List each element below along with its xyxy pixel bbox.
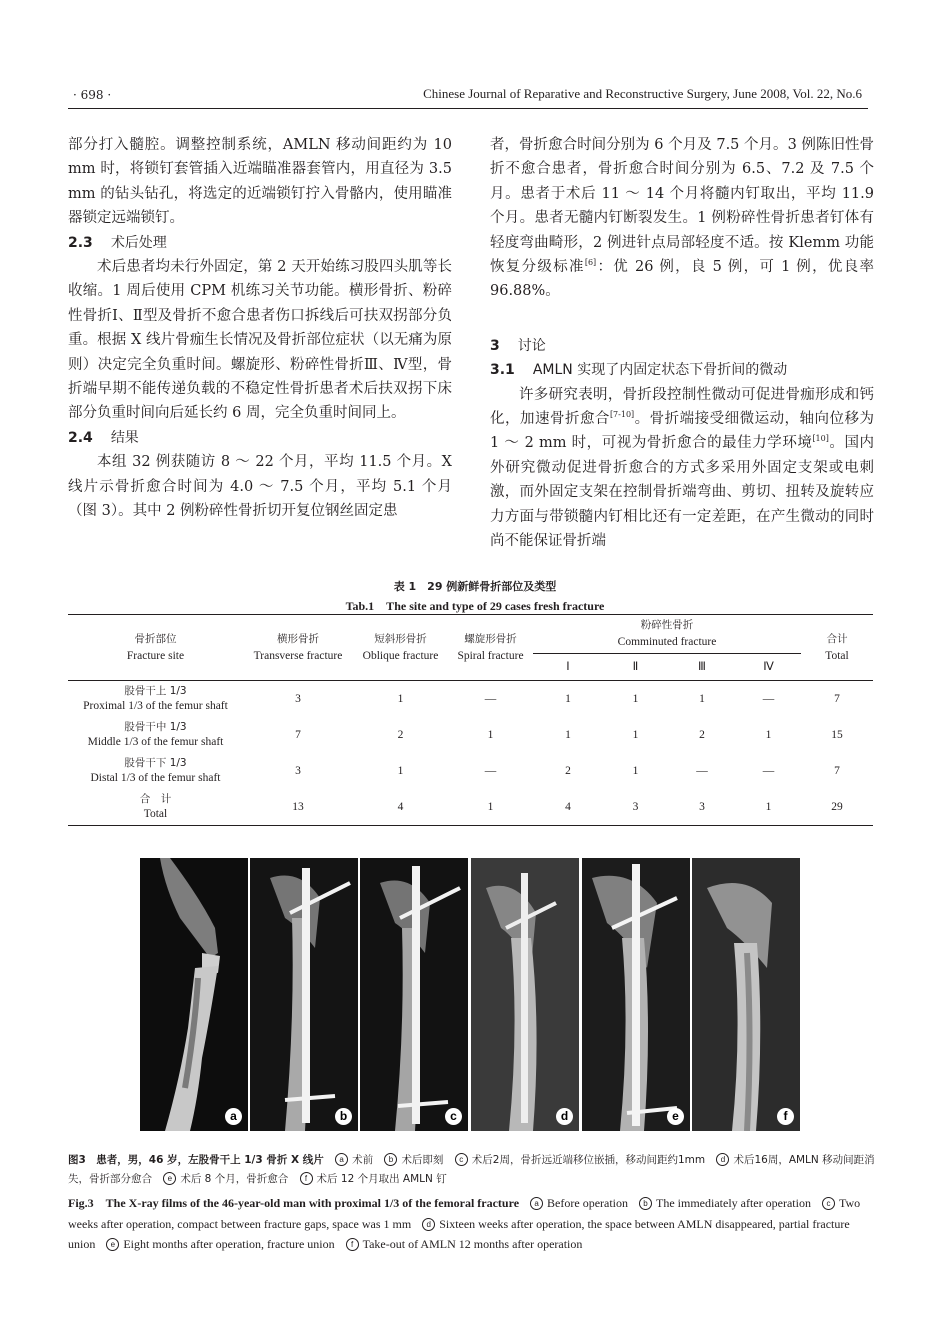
- paragraph: 许多研究表明，骨折段控制性微动可促进骨痂形成和钙化，加速骨折愈合[7-10]。骨折端接受细微运动，轴向位移为 1 ～ 2 mm 时，可视为骨折愈合的最佳力学环境[10]。国内外研究微动促进骨折愈合的方式多采用外固定支架或电刺激，而外固定支架在控制骨折端弯曲、剪切、扭转及旋转应力方面与带锁髓内钉相比还有一定差距，在产生微动的同时尚不能保证骨折端: [490, 386, 875, 550]
- right-column: [490, 133, 874, 554]
- table-row: [68, 717, 873, 753]
- figure-caption-cn: 图3 患者，男，46 岁，左股骨干上 1/3 骨折 X 线片 a 术前 b 术后即刻 c 术后2周，骨折远近端移位嵌插，移动间距约1mm d 术后16周，AMLN 移动间距消失，骨折部分愈合 e 术后 8 个月，骨折愈合 f 术后 12 个月取出 AMLN 钉: [68, 1154, 875, 1185]
- header-type-1: Ⅰ: [533, 654, 603, 681]
- xray-panel-d: [471, 858, 579, 1131]
- header-total: 合计 Total: [801, 615, 873, 681]
- paragraph: 术后患者均未行外固定，第 2 天开始练习股四头肌等长收缩。1 周后使用 CPM 机练习关节功能。横形骨折、粉碎性骨折Ⅰ、Ⅱ型及骨折不愈合患者伤口拆线后可扶双拐部分负重。根据 X 线片骨痂生长情况及骨折部位症状（以无痛为原则）决定完全负重时间。螺旋形、粉碎性骨折Ⅲ、Ⅳ型，骨折端早期不能传递负载的不稳定性骨折患者术后扶双拐下床部分负重时间向后延长约 6 周，完全负重时间同上。: [68, 259, 452, 422]
- table-row: [68, 681, 873, 718]
- header-spiral: 螺旋形骨折 Spiral fracture: [448, 615, 533, 681]
- citation: [7-10]: [609, 410, 635, 420]
- section-heading-2-3: 2.3 术后处理: [68, 234, 167, 251]
- xray-panel-c: [360, 858, 468, 1131]
- citation: [10]: [812, 434, 829, 444]
- section-heading-3: 3 讨论: [490, 337, 546, 354]
- section-heading-3-1: 3.1 AMLN 实现了内固定状态下骨折间的微动: [490, 362, 788, 379]
- header-type-2: Ⅱ: [603, 654, 668, 681]
- journal-header: Chinese Journal of Reparative and Reconstructive Surgery, June 2008, Vol. 22, No.6: [423, 86, 862, 101]
- xray-panel-a: [140, 858, 248, 1131]
- panel-label: c: [445, 1108, 462, 1125]
- paragraph: 部分打入髓腔。调整控制系统，AMLN 移动间距约为 10 mm 时，将锁钉套管插入近端瞄准器套管内，用直径为 3.5 mm 的钻头钻孔，将选定的近端锁钉拧入骨骼内，使用瞄准器锁定远端锁钉。: [68, 137, 452, 227]
- cell: 4: [533, 789, 603, 826]
- cell: —: [762, 764, 775, 777]
- cell: 1: [397, 764, 404, 777]
- table-row: [68, 753, 873, 789]
- cell: 1: [632, 692, 639, 705]
- panel-label: f: [777, 1108, 794, 1125]
- row-label: 股骨干下 1/3 Distal 1/3 of the femur shaft: [90, 757, 221, 784]
- cell: 1: [565, 728, 571, 741]
- cell: 4: [353, 789, 448, 826]
- left-column: [68, 133, 452, 524]
- table-row-total: [68, 789, 873, 826]
- cell: 3: [603, 789, 668, 826]
- cell: 1: [397, 692, 404, 705]
- cell: 2: [397, 728, 404, 741]
- cell: —: [696, 764, 708, 777]
- cell: 7: [834, 692, 840, 705]
- cell: 1: [736, 789, 801, 826]
- cell: 3: [295, 692, 301, 705]
- xray-panel-e: [582, 858, 690, 1131]
- panel-label: d: [556, 1108, 573, 1125]
- cell: —: [762, 692, 775, 705]
- header-type-3: Ⅲ: [668, 654, 736, 681]
- cell: —: [484, 764, 497, 777]
- cell: 29: [801, 789, 873, 826]
- header-type-4: Ⅳ: [736, 654, 801, 681]
- paragraph: 者，骨折愈合时间分别为 6 个月及 7.5 个月。3 例陈旧性骨折不愈合患者，骨折愈合时间分别为 6.5、7.2 及 7.5 个月。患者于术后 11 ～ 14 个月将髓内钉取出，平均 11.9 个月。患者无髓内钉断裂发生。1 例粉碎性骨折患者钉体有轻度弯曲畸形，2 例进针点局部轻度不适。按 Klemm 功能恢复分级标准[6]：优 26 例，良 5 例，可 1 例，优良率 96.88%。: [490, 137, 874, 300]
- table-title-cn: 表 1 29 例新鲜骨折部位及类型: [393, 580, 557, 593]
- paragraph: 本组 32 例获随访 8 ～ 22 个月，平均 11.5 个月。X 线片示骨折愈合时间为 4.0 ～ 7.5 个月，平均 5.1 个月（图 3）。其中 2 例粉碎性骨折切开复位钢丝固定患: [68, 454, 452, 520]
- cell: 2: [699, 728, 705, 741]
- panel-label: b: [335, 1108, 352, 1125]
- row-label: 股骨干中 1/3 Middle 1/3 of the femur shaft: [87, 721, 224, 748]
- cell: 1: [699, 692, 705, 705]
- cell: 13: [243, 789, 353, 826]
- cell: 7: [834, 764, 840, 777]
- fracture-table: [68, 614, 873, 826]
- panel-label: a: [225, 1108, 242, 1125]
- header-transverse: 横形骨折 Transverse fracture: [243, 615, 353, 681]
- cell: 15: [831, 728, 843, 741]
- cell: 1: [765, 728, 772, 741]
- header-rule: [68, 108, 868, 109]
- page-number: · 698 ·: [73, 88, 112, 102]
- cell: 2: [565, 764, 571, 777]
- cell: 3: [668, 789, 736, 826]
- cell: —: [484, 692, 497, 705]
- cell: 3: [295, 764, 301, 777]
- cell: 1: [565, 692, 571, 705]
- xray-panel-f: [692, 858, 800, 1131]
- header-fracture-site: 骨折部位 Fracture site: [68, 615, 243, 681]
- section-heading-2-4: 2.4 结果: [68, 429, 139, 446]
- figure-caption-en: Fig.3 The X-ray films of the 46-year-old man with proximal 1/3 of the femoral fracture a Before operation b The immediately after operation c Two weeks after operation, compact between fracture gaps, space was 1 mm d Sixteen weeks after operation, the space between AMLN disappeared, partial fracture union e Eight months after operation, fracture union f Take-out of AMLN 12 months after operation: [68, 1196, 861, 1251]
- cell: 1: [487, 728, 494, 741]
- row-label: 股骨干上 1/3 Proximal 1/3 of the femur shaft: [83, 685, 228, 712]
- cell: 7: [295, 728, 301, 741]
- row-label: 合 计 Total: [68, 789, 243, 826]
- panel-label: e: [667, 1108, 684, 1125]
- table-title-en: Tab.1 The site and type of 29 cases fresh fracture: [345, 599, 605, 613]
- citation: [6]: [584, 258, 597, 268]
- xray-panel-b: [250, 858, 358, 1131]
- header-oblique: 短斜形骨折 Oblique fracture: [353, 615, 448, 681]
- cell: 1: [632, 728, 639, 741]
- cell: 1: [448, 789, 533, 826]
- cell: 1: [632, 764, 639, 777]
- header-comminuted: 粉碎性骨折 Comminuted fracture: [533, 615, 801, 654]
